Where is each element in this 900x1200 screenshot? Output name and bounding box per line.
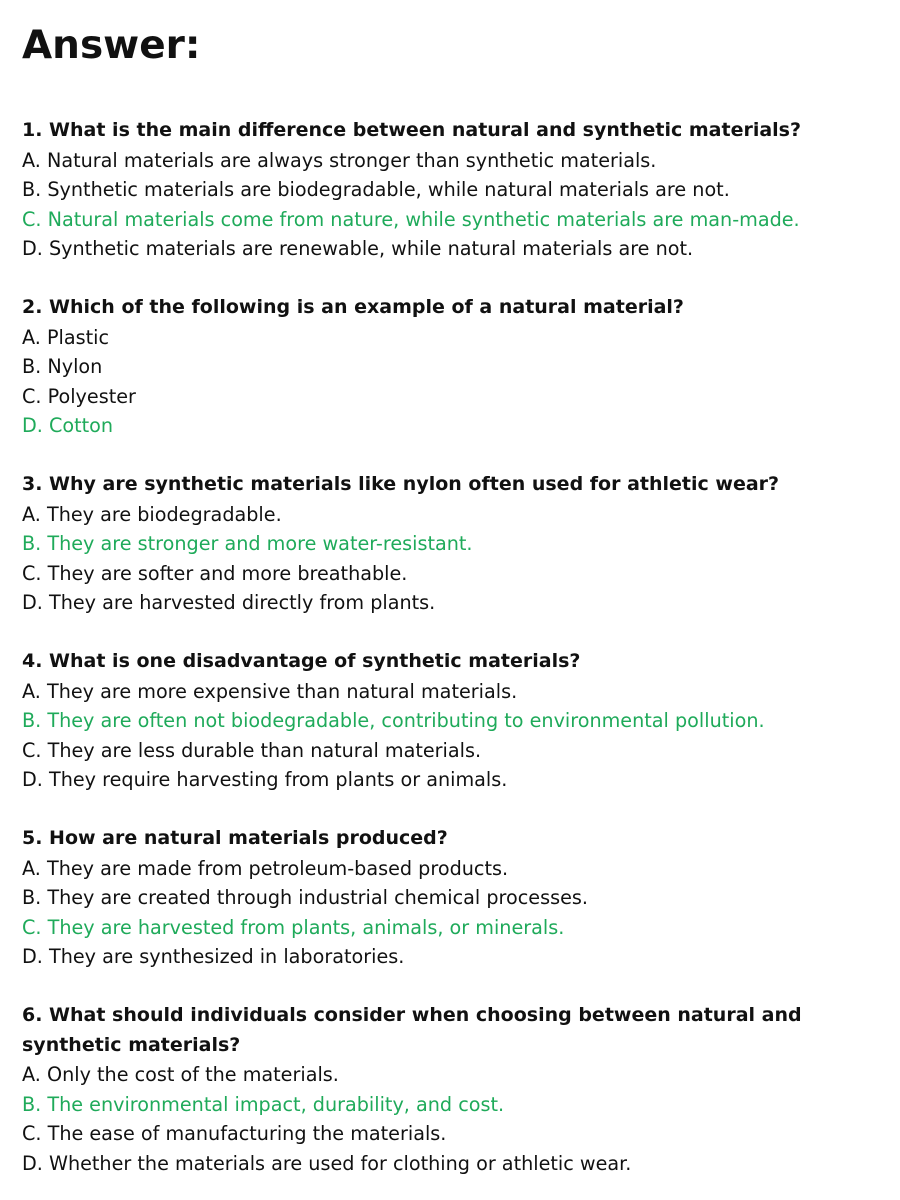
option-a: A. Plastic: [22, 325, 110, 349]
question-1: [22, 116, 900, 264]
question-text: 5. How are natural materials produced?: [22, 827, 448, 849]
option-b-correct: B. They are stronger and more water-resistant.: [22, 532, 473, 555]
option-a: A. They are more expensive than natural materials.: [22, 679, 518, 703]
option-d: D. They require harvesting from plants or animals.: [22, 768, 508, 791]
option-a: A. They are made from petroleum-based products.: [22, 856, 509, 880]
page-title: Answer:: [22, 23, 201, 68]
option-c: C. Polyester: [22, 384, 136, 408]
option-d: D. They are synthesized in laboratories.: [22, 945, 405, 968]
option-d-correct: D. Cotton: [22, 414, 114, 437]
option-d: D. Synthetic materials are renewable, while natural materials are not.: [22, 237, 694, 260]
option-b: B. They are created through industrial chemical processes.: [22, 886, 588, 909]
question-4: [22, 647, 900, 795]
option-b-correct: B. They are often not biodegradable, contributing to environmental pollution.: [22, 709, 765, 732]
option-b: B. Synthetic materials are biodegradable, while natural materials are not.: [22, 178, 730, 201]
question-text: 3. Why are synthetic materials like nylon often used for athletic wear?: [22, 473, 780, 495]
option-a: A. Only the cost of the materials.: [22, 1063, 339, 1086]
question-text: 6. What should individuals consider when choosing between natural and synthetic materials?: [22, 1004, 802, 1056]
option-c: C. They are less durable than natural materials.: [22, 738, 482, 762]
question-6: [22, 1001, 900, 1178]
question-text: 1. What is the main difference between natural and synthetic materials?: [22, 119, 802, 141]
option-d: D. They are harvested directly from plants.: [22, 591, 436, 614]
option-d: D. Whether the materials are used for clothing or athletic wear.: [22, 1151, 632, 1175]
option-c-correct: C. They are harvested from plants, animals, or minerals.: [22, 915, 565, 939]
question-5: [22, 824, 900, 972]
question-3: [22, 470, 900, 618]
question-text: 4. What is one disadvantage of synthetic materials?: [22, 650, 581, 672]
option-a: A. Natural materials are always stronger than synthetic materials.: [22, 148, 657, 172]
option-b-correct: B. The environmental impact, durability, and cost.: [22, 1092, 505, 1116]
option-c: C. They are softer and more breathable.: [22, 561, 408, 585]
question-2: [22, 293, 900, 441]
option-a: A. They are biodegradable.: [22, 502, 282, 526]
option-c: C. The ease of manufacturing the materials.: [22, 1122, 447, 1145]
option-b: B. Nylon: [22, 355, 103, 378]
question-text: 2. Which of the following is an example of a natural material?: [22, 296, 684, 318]
option-c-correct: C. Natural materials come from nature, while synthetic materials are man-made.: [22, 207, 800, 231]
